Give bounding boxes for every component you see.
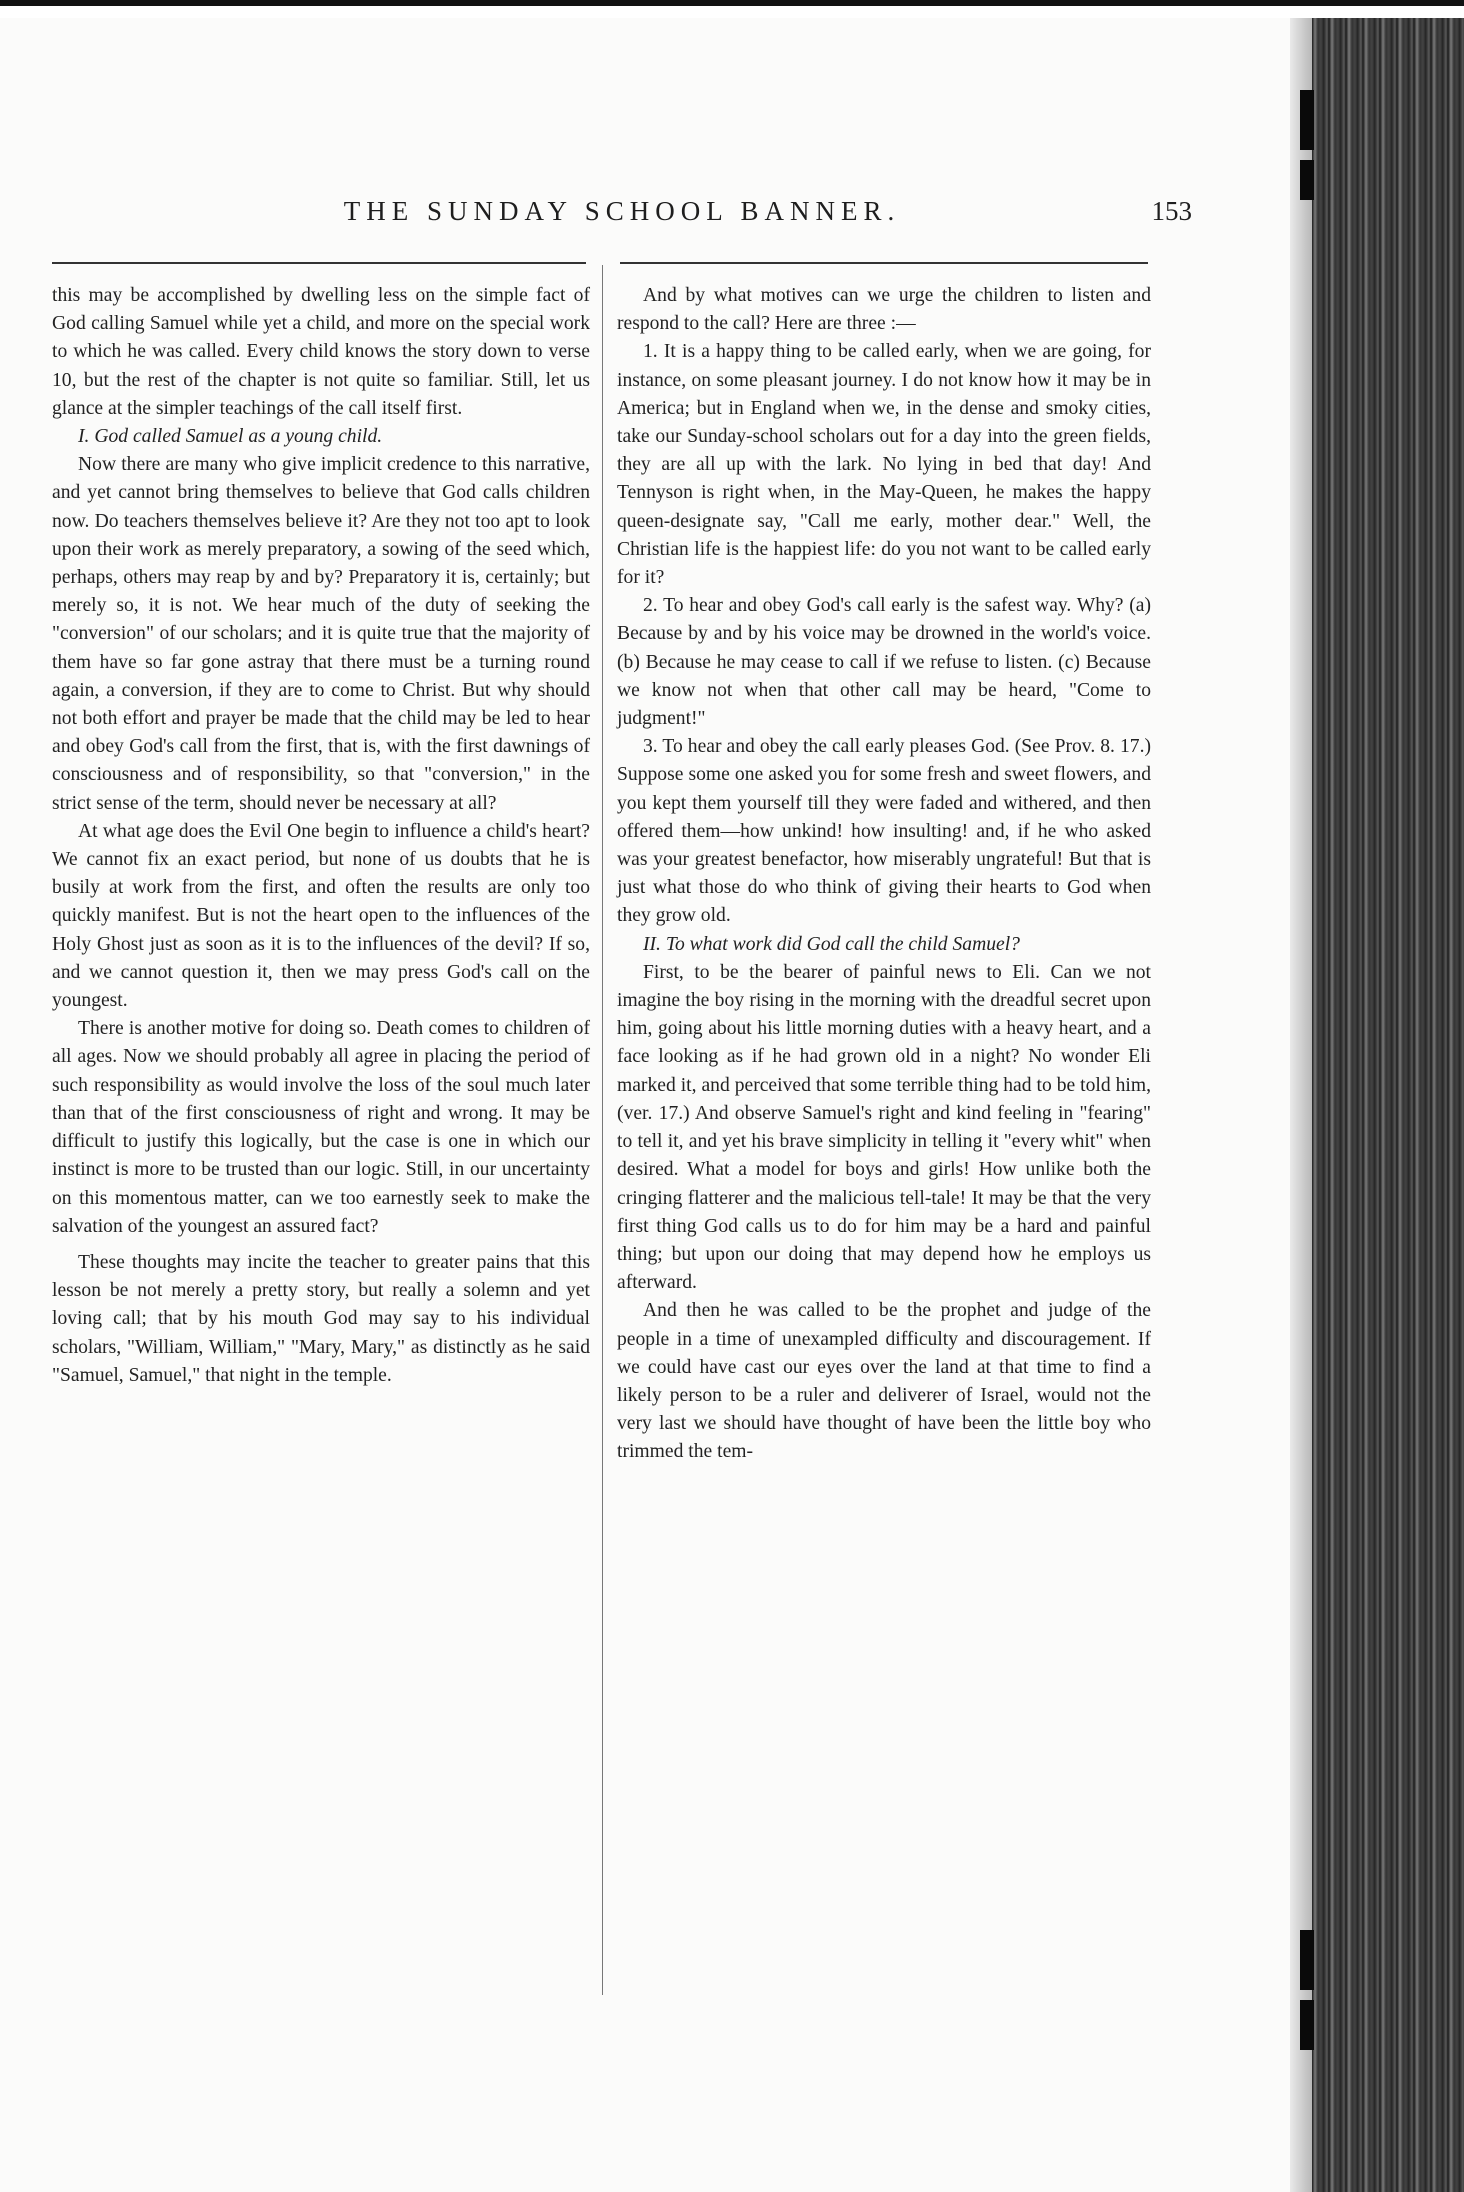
paragraph: And by what motives can we urge the children to listen and respond to the call? Here are three :— [617, 285, 1151, 335]
section-heading: II. To what work did God call the child Samuel? [643, 933, 1020, 955]
running-header [52, 196, 1192, 242]
left-column [52, 282, 590, 1390]
paragraph: At what age does the Evil One begin to influence a child's heart? We cannot fix an exact period, but none of us doubts that he is busily at work from the first, and often the results are only too quickly manifest. But is not the heart open to the influences of the Holy Ghost just as soon as it is to the influences of the devil? If so, and we cannot question it, then we may press God's call on the youngest. [52, 820, 590, 1012]
page-title: THE SUNDAY SCHOOL BANNER. [343, 196, 901, 226]
right-column [617, 282, 1151, 1467]
paragraph: 1. It is a happy thing to be called early, when we are going, for instance, on some pleasant journey. I do not know how it may be in America; but in England when we, in the dense and smoky cities, take our Sunday-school scholars out for a day into the green fields, they are all up with the lark. No lying in bed that day! And Tennyson is right when, in the May-Queen, he makes the happy queen-designate say, "Call me early, mother dear." Well, the Christian life is the happiest life: do you not want to be called early for it? [617, 341, 1151, 589]
paragraph: this may be accomplished by dwelling less on the simple fact of God calling Samuel while yet a child, and more on the special work to which he was called. Every child knows the story down to verse 10, but the rest of the chapter is not quite so familiar. Still, let us glance at the simpler teachings of the call itself first. [52, 285, 590, 419]
binding-mark [1300, 2000, 1314, 2050]
paragraph: There is another motive for doing so. Death comes to children of all ages. Now we should probably all agree in placing the period of such responsibility as would involve the loss of the soul much later than that of the first consciousness of right and wrong. It may be difficult to justify this logically, but the case is one in which our instinct is more to be trusted than our logic. Still, in our uncertainty on this momentous matter, can we too earnestly seek to make the salvation of the youngest an assured fact? [52, 1018, 590, 1237]
paragraph: 3. To hear and obey the call early pleases God. (See Prov. 8. 17.) Suppose some one asked you for some fresh and sweet flowers, and you kept them yourself till they were faded and withered, and then offered them—how unkind! how insulting! and, if he who asked was your greatest benefactor, how miserably ungrateful! But that is just what those do who think of giving their hearts to God when they grow old. [617, 736, 1151, 927]
header-rule-right [620, 262, 1148, 264]
paragraph: Now there are many who give implicit credence to this narrative, and yet cannot bring themselves to believe that God calls children now. Do teachers themselves believe it? Are they not too apt to look upon their work as merely preparatory, a sowing of the seed which, perhaps, others may reap by and by? Preparatory it is, certainly; but merely so, it is not. We hear much of the duty of seeking the "conversion" of our scholars; and it is quite true that the majority of them have so far gone astray that there must be a turning round again, a conversion, if they are to come to Christ. But why should not both effort and prayer be made that the child may be led to hear and obey God's call from the first, that is, with the first dawnings of consciousness and of responsibility, so that "conversion," in the strict sense of the term, should never be necessary at all? [52, 454, 590, 814]
binding-mark [1300, 160, 1314, 200]
header-rule-left [52, 262, 586, 264]
book-binding-edge [1290, 0, 1464, 2192]
column-divider [602, 265, 603, 1995]
paragraph: And then he was called to be the prophet and judge of the people in a time of unexampled difficulty and discouragement. If we could have cast our eyes over the land at that time to find a likely person to be a ruler and deliverer of Israel, would not the very last we should have thought of have been the little boy who trimmed the tem- [617, 1300, 1151, 1463]
binding-mark [1300, 1930, 1314, 1990]
paragraph: 2. To hear and obey God's call early is the safest way. Why? (a) Because by and by his voice may be drowned in the world's voice. (b) Because he may cease to call if we refuse to listen. (c) Because we know not when that other call may be heard, "Come to judgment!" [617, 595, 1151, 730]
page-number: 153 [1151, 196, 1192, 226]
section-heading: I. God called Samuel as a young child. [78, 426, 383, 448]
paragraph: First, to be the bearer of painful news to Eli. Can we not imagine the boy rising in the morning with the dreadful secret upon him, going about his little morning duties with a heavy heart, and a face looking as if he had grown old in a night? No wonder Eli marked it, and perceived that some terrible thing had to be told him, (ver. 17.) And observe Samuel's right and kind feeling in "fearing" to tell it, and yet his brave simplicity in telling it "every whit" when desired. What a model for boys and girls! How unlike both the cringing flatterer and the malicious tell-tale! It may be that the very first thing God calls us to do for him may be a hard and painful thing; but upon our doing that may depend how he employs us afterward. [617, 961, 1151, 1294]
binding-mark [1300, 90, 1314, 150]
scan-top-edge [0, 0, 1464, 18]
paragraph: These thoughts may incite the teacher to greater pains that this lesson be not merely a pretty story, but really a solemn and yet loving call; that by his mouth God may say to his individual scholars, "William, William," "Mary, Mary," as distinctly as he said "Samuel, Samuel," that night in the temple. [52, 1251, 590, 1386]
